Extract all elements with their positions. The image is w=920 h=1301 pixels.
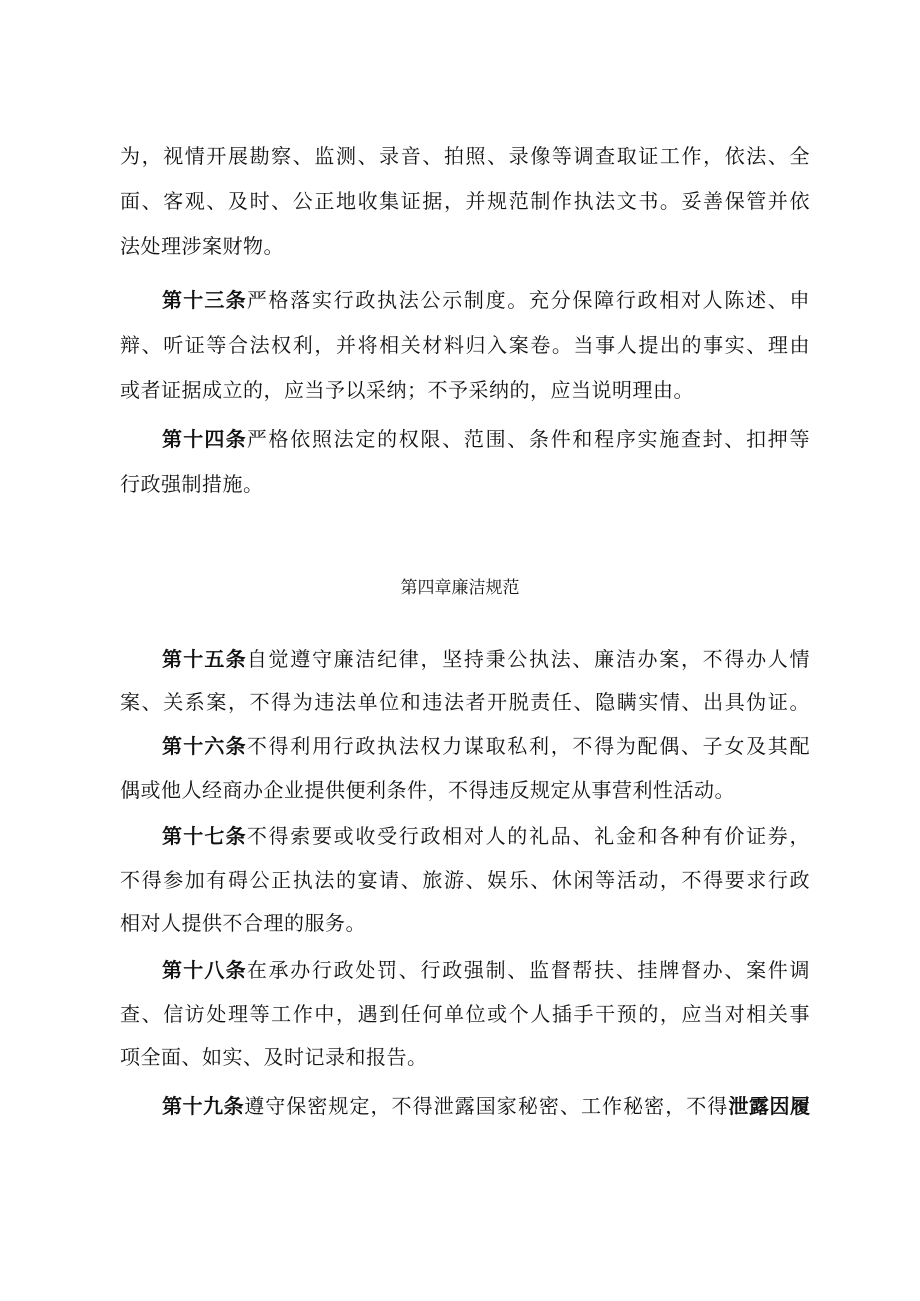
article-14-label: 第十四条 [162,427,247,451]
article-17-text: 不得索要或收受行政相对人的礼品、礼金和各种有价证券， [246,824,811,848]
article-15-label: 第十五条 [162,647,247,671]
article-19-text-tail: 泄露因履 [728,1094,811,1118]
paragraph-line: 项全面、如实、及时记录和报告。 [120,1045,428,1069]
article-15-first-line [162,647,810,671]
paragraph-line: 相对人提供不合理的服务。 [120,911,366,935]
paragraph-line: 不得参加有碍公正执法的宴请、旅游、娱乐、休闲等活动，不得要求行政 [120,868,810,892]
article-13-text: 严格落实行政执法公示制度。充分保障行政相对人陈述、申 [246,288,811,312]
paragraph-line: 偶或他人经商办企业提供便利条件，不得违反规定从事营利性活动。 [120,778,735,802]
chapter-heading: 第四章廉洁规范 [400,578,520,598]
article-18-first-line [162,958,810,982]
article-19-first-line [162,1094,810,1118]
article-15-text: 自觉遵守廉洁纪律，坚持秉公执法、廉洁办案，不得办人情 [246,647,811,671]
paragraph-line: 为，视情开展勘察、监测、录音、拍照、录像等调查取证工作，依法、全 [120,144,810,168]
article-17-label: 第十七条 [162,824,247,848]
article-14-text: 严格依照法定的权限、范围、条件和程序实施查封、扣押等 [246,427,811,451]
article-13-label: 第十三条 [162,288,247,312]
article-16-first-line [162,734,810,758]
article-18-label: 第十八条 [162,958,247,982]
paragraph-line: 案、关系案，不得为违法单位和违法者开脱责任、隐瞒实情、出具伪证。 [120,690,810,714]
paragraph-line: 辩、听证等合法权利，并将相关材料归入案卷。当事人提出的事实、理由 [120,333,810,357]
paragraph-line: 或者证据成立的，应当予以采纳；不予采纳的，应当说明理由。 [120,378,694,402]
article-18-text: 在承办行政处罚、行政强制、监督帮扶、挂牌督办、案件调 [246,958,811,982]
article-17-first-line [162,824,810,848]
paragraph-line: 法处理涉案财物。 [120,234,284,258]
article-16-text: 不得利用行政执法权力谋取私利，不得为配偶、子女及其配 [246,734,811,758]
paragraph-line: 查、信访处理等工作中，遇到任何单位或个人插手干预的，应当对相关事 [120,1002,810,1026]
article-16-label: 第十六条 [162,734,247,758]
article-19-text: 遵守保密规定，不得泄露国家秘密、工作秘密，不得 [244,1094,729,1118]
paragraph-line: 面、客观、及时、公正地收集证据，并规范制作执法文书。妥善保管并依 [120,189,810,213]
paragraph-line: 行政强制措施。 [120,472,264,496]
article-14-first-line [162,427,810,451]
article-13-first-line [162,288,810,312]
article-19-label: 第十九条 [162,1094,245,1118]
